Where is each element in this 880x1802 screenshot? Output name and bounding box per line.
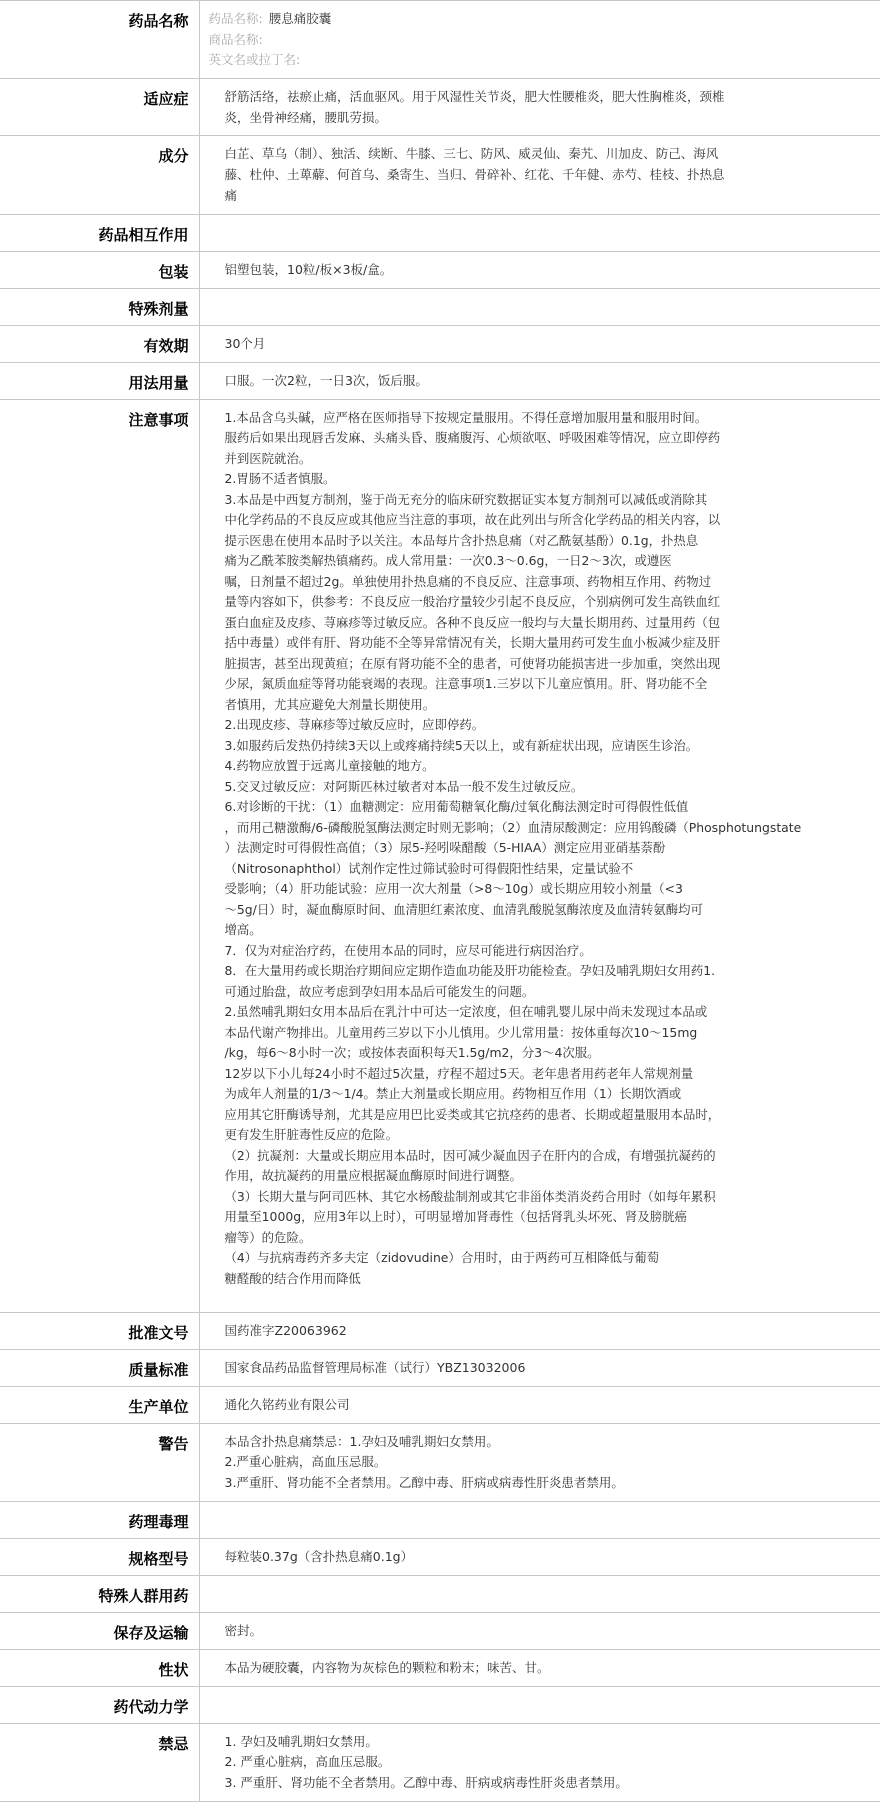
row-manufacturer (0, 1386, 880, 1423)
value-pharmacology (199, 1501, 880, 1538)
generic-name-key: 药品名称: (209, 11, 263, 26)
trade-name-key: 商品名称: (209, 32, 263, 47)
english-name-line (209, 50, 880, 71)
english-name-key: 英文名或拉丁名: (209, 52, 301, 67)
label-manufacturer: 生产单位 (0, 1386, 199, 1423)
name-block (199, 1, 880, 79)
row-drug-name (0, 1, 880, 79)
row-validity (0, 325, 880, 362)
label-interactions: 药品相互作用 (0, 214, 199, 251)
value-appearance: 本品为硬胶囊，内容物为灰棕色的颗粒和粉末；味苦、甘。 (199, 1649, 880, 1686)
value-spec: 每粒装0.37g（含扑热息痛0.1g） (199, 1538, 880, 1575)
row-spec (0, 1538, 880, 1575)
generic-name-value: 腰息痛胶囊 (269, 11, 332, 26)
row-standard (0, 1349, 880, 1386)
row-notes (0, 399, 880, 1312)
value-storage: 密封。 (199, 1612, 880, 1649)
row-special-population (0, 1575, 880, 1612)
row-ingredients (0, 136, 880, 214)
row-appearance (0, 1649, 880, 1686)
value-contraindications: 1. 孕妇及哺乳期妇女禁用。 2. 严重心脏病，高血压忌服。 3. 严重肝、肾功能不全者禁用。乙醇中毒、肝病或病毒性肝炎患者禁用。 (199, 1723, 880, 1801)
label-special-population: 特殊人群用药 (0, 1575, 199, 1612)
generic-name-line (209, 9, 880, 30)
label-drug-name: 药品名称 (0, 1, 199, 79)
value-approval: 国药准字Z20063962 (199, 1312, 880, 1349)
value-special-dose (199, 288, 880, 325)
value-warning: 本品含扑热息痛禁忌：1.孕妇及哺乳期妇女禁用。 2.严重心脏病，高血压忌服。 3.严重肝、肾功能不全者禁用。乙醇中毒、肝病或病毒性肝炎患者禁用。 (199, 1423, 880, 1501)
value-notes: 1.本品含乌头碱，应严格在医师指导下按规定量服用。不得任意增加服用量和服用时间。 服药后如果出现唇舌发麻、头痛头昏、腹痛腹泻、心烦欲呕、呼吸困难等情况，应立即停药 并到医院就治。 2.胃肠不适者慎服。 3.本品是中西复方制剂，鉴于尚无充分的临床研究数据证实本复方制剂可以减低或消除其 中化学药品的不良反应或其他应当注意的事项，故在此列出与所含化学药品的相关内容，以 提示医患在使用本品时予以关注。本品每片含扑热息痛（对乙酰氨基酚）0.1g，扑热息 痛为乙酰苯胺类解热镇痛药。成人常用量：一次0.3～0.6g，一日2～3次，或遵医 嘱，日剂量不超过2g。单独使用扑热息痛的不良反应、注意事项、药物相互作用、药物过 量等内容如下，供参考：不良反应一般治疗量较少引起不良反应，个别病例可发生高铁血红 蛋白血症及皮疹、荨麻疹等过敏反应。各种不良反应一般均与大量长期用药、过量用药（包 括中毒量）或伴有肝、肾功能不全等异常情况有关，长期大量用药可发生血小板减少症及肝 脏损害，甚至出现黄疸；在原有肾功能不全的患者，可使肾功能损害进一步加重，突然出现 少尿，氮质血症等肾功能衰竭的表现。注意事项1.三岁以下儿童应慎用。肝、肾功能不全 者慎用，尤其应避免大剂量长期使用。 2.出现皮疹、荨麻疹等过敏反应时，应即停药。 3.如服药后发热仍持续3天以上或疼痛持续5天以上，或有新症状出现，应请医生诊治。 4.药物应放置于远离儿童接触的地方。 5.交叉过敏反应：对阿斯匹林过敏者对本品一般不发生过敏反应。 6.对诊断的干扰：（1）血糖测定：应用葡萄糖氧化酶/过氧化酶法测定时可得假性低值 ，而用己糖激酶/6-磷酸脱氢酶法测定时则无影响；（2）血清尿酸测定：应用钨酸磷（Phosphotungstate ）法测定时可得假性高值；（3）尿5-羟吲哚醋酸（5-HIAA）测定应用亚硝基萘酚 （Nitrosonaphthol）试剂作定性过筛试验时可得假阳性结果，定量试验不 受影响；（4）肝功能试验：应用一次大剂量（>8～10g）或长期应用较小剂量（<3 ～5g/日）时，凝血酶原时间、血清胆红素浓度、血清乳酸脱氢酶浓度及血清转氨酶均可 增高。 7．仅为对症治疗药，在使用本品的同时，应尽可能进行病因治疗。 8．在大量用药或长期治疗期间应定期作造血功能及肝功能检查。孕妇及哺乳期妇女用药1. 可通过胎盘，故应考虑到孕妇用本品后可能发生的问题。 2.虽然哺乳期妇女用本品后在乳汁中可达一定浓度，但在哺乳婴儿尿中尚未发现过本品或 本品代谢产物排出。儿童用药三岁以下小儿慎用。少儿常用量：按体重每次10～15mg /kg，每6～8小时一次；或按体表面积每天1.5g/m2，分3～4次服。 12岁以下小儿每24小时不超过5次量，疗程不超过5天。老年患者用药老年人常规剂量 为成年人剂量的1/3～1/4。禁止大剂量或长期应用。药物相互作用（1）长期饮酒或 应用其它肝酶诱导剂，尤其是应用巴比妥类或其它抗痉药的患者、长期或超量服用本品时， 更有发生肝脏毒性反应的危险。 （2）抗凝剂：大量或长期应用本品时，因可减少凝血因子在肝内的合成，有增强抗凝药的 作用，故抗凝药的用量应根据凝血酶原时间进行调整。 （3）长期大量与阿司匹林、其它水杨酸盐制剂或其它非甾体类消炎药合用时（如每年累积 用量至1000g，应用3年以上时），可明显增加肾毒性（包括肾乳头坏死、肾及膀胱癌 瘤等）的危险。 （4）与抗病毒药齐多夫定（zidovudine）合用时，由于两药可互相降低与葡萄 糖醛酸的结合作用而降低 (199, 399, 880, 1312)
label-storage: 保存及运输 (0, 1612, 199, 1649)
row-package (0, 251, 880, 288)
row-approval (0, 1312, 880, 1349)
value-special-population (199, 1575, 880, 1612)
label-notes: 注意事项 (0, 399, 199, 1312)
value-usage: 口服。一次2粒，一日3次，饭后服。 (199, 362, 880, 399)
value-interactions (199, 214, 880, 251)
row-pharmacology (0, 1501, 880, 1538)
value-indication: 舒筋活络，祛瘀止痛，活血驱风。用于风湿性关节炎，肥大性腰椎炎，肥大性胸椎炎，颈椎 炎，坐骨神经痛，腰肌劳损。 (199, 79, 880, 136)
row-usage (0, 362, 880, 399)
label-warning: 警告 (0, 1423, 199, 1501)
value-validity: 30个月 (199, 325, 880, 362)
label-pharmacokinetics: 药代动力学 (0, 1686, 199, 1723)
row-interactions (0, 214, 880, 251)
label-contraindications: 禁忌 (0, 1723, 199, 1801)
label-usage: 用法用量 (0, 362, 199, 399)
row-pharmacokinetics (0, 1686, 880, 1723)
row-warning (0, 1423, 880, 1501)
value-manufacturer: 通化久铭药业有限公司 (199, 1386, 880, 1423)
value-pharmacokinetics (199, 1686, 880, 1723)
label-indication: 适应症 (0, 79, 199, 136)
label-ingredients: 成分 (0, 136, 199, 214)
label-package: 包装 (0, 251, 199, 288)
label-pharmacology: 药理毒理 (0, 1501, 199, 1538)
value-package: 铝塑包装，10粒/板×3板/盒。 (199, 251, 880, 288)
label-standard: 质量标准 (0, 1349, 199, 1386)
label-spec: 规格型号 (0, 1538, 199, 1575)
label-appearance: 性状 (0, 1649, 199, 1686)
value-ingredients: 白芷、草乌（制）、独活、续断、牛膝、三七、防风、威灵仙、秦艽、川加皮、防己、海风 藤、杜仲、土萆薢、何首乌、桑寄生、当归、骨碎补、红花、千年健、赤芍、桂枝、扑热息 痛 (199, 136, 880, 214)
row-storage (0, 1612, 880, 1649)
label-validity: 有效期 (0, 325, 199, 362)
trade-name-line (209, 30, 880, 51)
row-indication (0, 79, 880, 136)
label-approval: 批准文号 (0, 1312, 199, 1349)
label-special-dose: 特殊剂量 (0, 288, 199, 325)
row-special-dose (0, 288, 880, 325)
value-standard: 国家食品药品监督管理局标准（试行）YBZ13032006 (199, 1349, 880, 1386)
